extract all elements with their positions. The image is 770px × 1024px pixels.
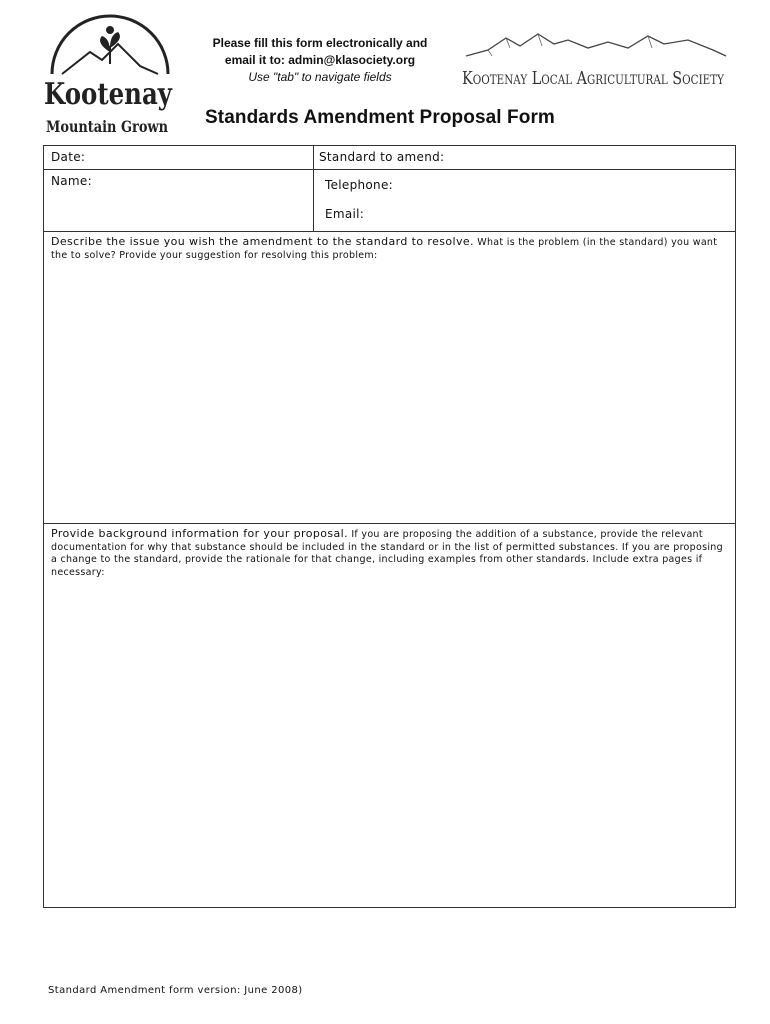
telephone-label: Telephone:	[325, 178, 393, 192]
background-field[interactable]	[48, 582, 730, 902]
instructions-line1: Please fill this form electronically and	[212, 36, 428, 50]
background-detail: If you are proposing the addition of a substance, provide the relevant documentation for why that substance should be included in the standard or in the list of permitted substances. If you are proposing a change to the standard, provide the rationale for that change, including examples from other standards. Include extra pages if necessary:	[51, 529, 723, 578]
row-date-standard	[44, 146, 735, 170]
logo-left-line1: Kootenay	[44, 77, 174, 112]
issue-field[interactable]	[48, 264, 730, 519]
name-label: Name:	[51, 174, 92, 188]
telephone-field[interactable]	[404, 176, 732, 196]
email-label: Email:	[325, 207, 365, 221]
row-contact	[44, 170, 735, 232]
issue-instructions	[51, 236, 728, 262]
standard-field[interactable]	[454, 148, 732, 168]
standard-label: Standard to amend:	[319, 150, 445, 164]
issue-detail: What is the problem (in the standard) you want the to solve? Provide your suggestion for resolving this problem:	[51, 237, 718, 261]
klas-logo	[458, 28, 733, 94]
page-title: Standards Amendment Proposal Form	[205, 107, 555, 128]
date-field[interactable]	[94, 148, 309, 168]
kootenay-mountain-grown-logo	[40, 16, 180, 140]
instructions-line2: email it to: admin@klasociety.org	[224, 53, 416, 67]
email-field[interactable]	[374, 205, 732, 225]
date-label: Date:	[51, 150, 86, 164]
issue-lead: Describe the issue you wish the amendment to the standard to resolve.	[51, 235, 474, 248]
instructions	[200, 35, 440, 86]
instructions-line3: Use "tab" to navigate fields	[248, 70, 392, 84]
background-lead: Provide background information for your proposal.	[51, 527, 348, 540]
background-instructions	[51, 528, 728, 579]
logo-right-text: Kootenay Local Agricultural Society	[462, 68, 725, 89]
footer-version: Standard Amendment form version: June 2008)	[48, 985, 303, 996]
proposal-form	[43, 145, 736, 908]
divider	[313, 170, 314, 232]
divider	[313, 146, 314, 170]
logo-left-line2: Mountain Grown	[46, 117, 169, 136]
row-background	[44, 524, 735, 907]
name-field[interactable]	[99, 172, 309, 228]
row-issue	[44, 232, 735, 524]
